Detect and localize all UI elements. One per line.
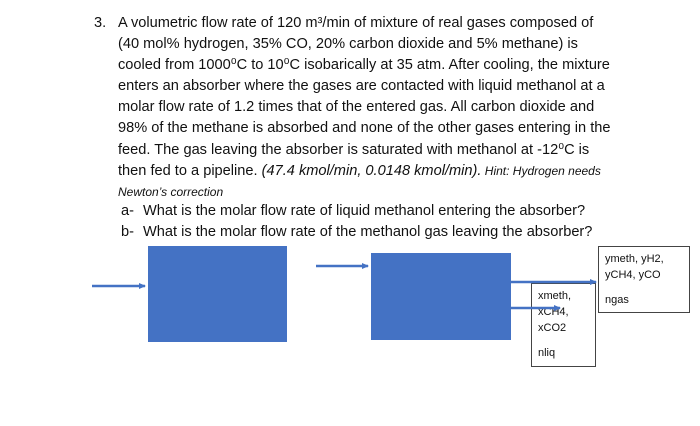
liquid-outlet-label: xmeth, — [538, 290, 572, 302]
gas-outlet-label: yCH4, yCO — [605, 269, 661, 281]
problem-line: molar flow rate of 1.2 times that of the entered gas. All carbon dioxide and — [118, 99, 595, 116]
hint-continuation: Newton’s correction — [118, 184, 224, 199]
problem-line: (40 mol% hydrogen, 35% CO, 20% carbon dioxide and 5% methane) is — [118, 36, 578, 53]
question-label: a- — [121, 203, 134, 219]
answer-values: (47.4 kmol/min, 0.0148 kmol/min). — [261, 162, 482, 179]
liquid-outlet-label: xCO2 — [538, 322, 567, 334]
gas-outlet-label: ymeth, yH2, — [605, 253, 664, 265]
hint-text: Hint: Hydrogen needs — [481, 163, 601, 178]
liquid-outlet-label: nliq — [538, 347, 556, 359]
problem-line-start: then fed to a pipeline. — [118, 162, 262, 179]
problem-line: enters an absorber where the gases are contacted with liquid methanol at a — [118, 78, 605, 95]
problem-line: 98% of the methane is absorbed and none of the other gases entering in the — [118, 120, 611, 137]
question-label: b- — [121, 224, 134, 241]
gas-outlet-label: ngas — [605, 294, 629, 306]
question-text: What is the molar flow rate of the methanol gas leaving the absorber? — [143, 224, 593, 241]
problem-number: 3. — [94, 15, 107, 31]
problem-line: A volumetric flow rate of 120 m³/min of mixture of real gases composed of — [118, 15, 594, 31]
liquid-outlet-label: xCH4, — [538, 306, 569, 318]
question-text: What is the molar flow rate of liquid methanol entering the absorber? — [143, 203, 586, 219]
problem-line: cooled from 1000⁰C to 10⁰C isobarically at 35 atm. After cooling, the mixture — [118, 57, 610, 74]
problem-line: feed. The gas leaving the absorber is saturated with methanol at -12⁰C is — [118, 141, 590, 158]
